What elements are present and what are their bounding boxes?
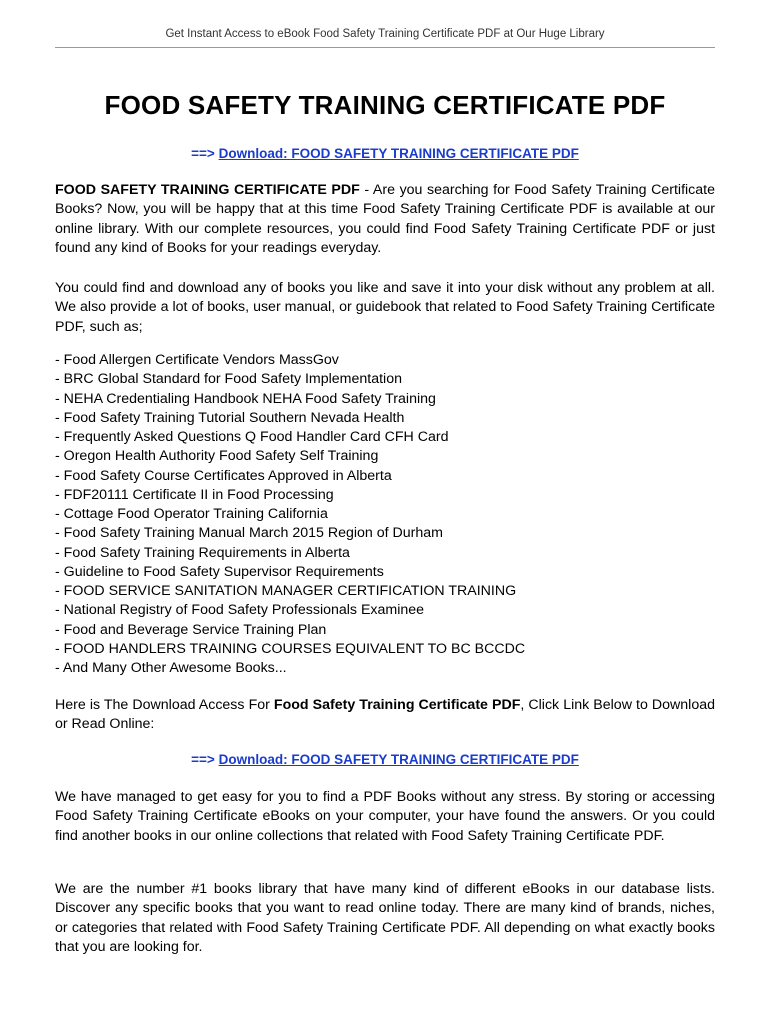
list-item: - FDF20111 Certificate II in Food Processing [55, 486, 334, 503]
list-item: - Food and Beverage Service Training Plan [55, 621, 327, 638]
list-item: - FOOD SERVICE SANITATION MANAGER CERTIFICATION TRAINING [55, 583, 517, 599]
header-divider [55, 47, 715, 48]
intro-bold-lead: FOOD SAFETY TRAINING CERTIFICATE PDF [55, 182, 360, 198]
download-link[interactable]: Download: FOOD SAFETY TRAINING CERTIFICATE PDF [218, 146, 579, 161]
intro-paragraph [55, 181, 715, 258]
list-item: - Food Allergen Certificate Vendors MassGov [55, 352, 339, 368]
list-item: - National Registry of Food Safety Professionals Examinee [55, 602, 425, 619]
list-item: - Guideline to Food Safety Supervisor Requirements [55, 563, 384, 580]
download-arrow: ==> [191, 752, 215, 767]
download-link-top [55, 146, 715, 161]
page-title: FOOD SAFETY TRAINING CERTIFICATE PDF [104, 90, 666, 120]
list-item: - Food Safety Training Tutorial Southern Nevada Health [55, 409, 405, 426]
list-item: - Food Safety Course Certificates Approved in Alberta [55, 467, 392, 484]
page-header: Get Instant Access to eBook Food Safety Training Certificate PDF at Our Huge Library [165, 28, 605, 40]
list-item: - Food Safety Training Manual March 2015 Region of Durham [55, 525, 443, 542]
list-item: - NEHA Credentialing Handbook NEHA Food Safety Training [55, 390, 436, 407]
paragraph-library: We are the number #1 books library that have many kind of different eBooks in our database lists. Discover any specific books that you want to read online today. There are many kind of brands, niches, or categories that related with Food Safety Training Certificate PDF. All depending on what exactly books that you are looking for. [55, 881, 715, 955]
download-link-bottom [55, 752, 715, 767]
access-bold-title: Food Safety Training Certificate PDF [273, 697, 521, 713]
access-text-before: Here is The Download Access For [55, 697, 274, 713]
list-item: - Frequently Asked Questions Q Food Handler Card CFH Card [55, 429, 449, 445]
list-item: - Cottage Food Operator Training California [55, 506, 328, 522]
list-item: - BRC Global Standard for Food Safety Implementation [55, 371, 402, 388]
intro-text: - Are you searching for Food Safety Training Certificate Books? Now, you will be happy that at this time Food Safety Training Certificate PDF is available at our online library. With our complete resources, you could find Food Safety Training Certificate PDF or just found any kind of Books for your readings everyday. [55, 182, 715, 256]
paragraph-related-books: You could find and download any of books you like and save it into your disk without any problem at all. We also provide a lot of books, user manual, or guidebook that related to Food Safety Training Certificate PDF, such as; [55, 280, 715, 335]
access-text-after: , Click Link Below to Download or Read Online: [55, 697, 716, 733]
download-arrow: ==> [191, 146, 215, 161]
download-link[interactable]: Download: FOOD SAFETY TRAINING CERTIFICATE PDF [218, 752, 579, 767]
list-item: - Food Safety Training Requirements in Alberta [55, 544, 350, 561]
list-item: - FOOD HANDLERS TRAINING COURSES EQUIVALENT TO BC BCCDC [55, 640, 526, 657]
list-item: - Oregon Health Authority Food Safety Self Training [55, 448, 379, 465]
paragraph-easy-find: We have managed to get easy for you to find a PDF Books without any stress. By storing or accessing Food Safety Training Certificate eBooks on your computer, your have found the answers. Or you could find another books in our online collections that related with Food Safety Training Certificate PDF. [55, 789, 715, 844]
list-item: - And Many Other Awesome Books... [55, 660, 287, 676]
access-paragraph [55, 696, 715, 735]
book-list [55, 351, 715, 678]
